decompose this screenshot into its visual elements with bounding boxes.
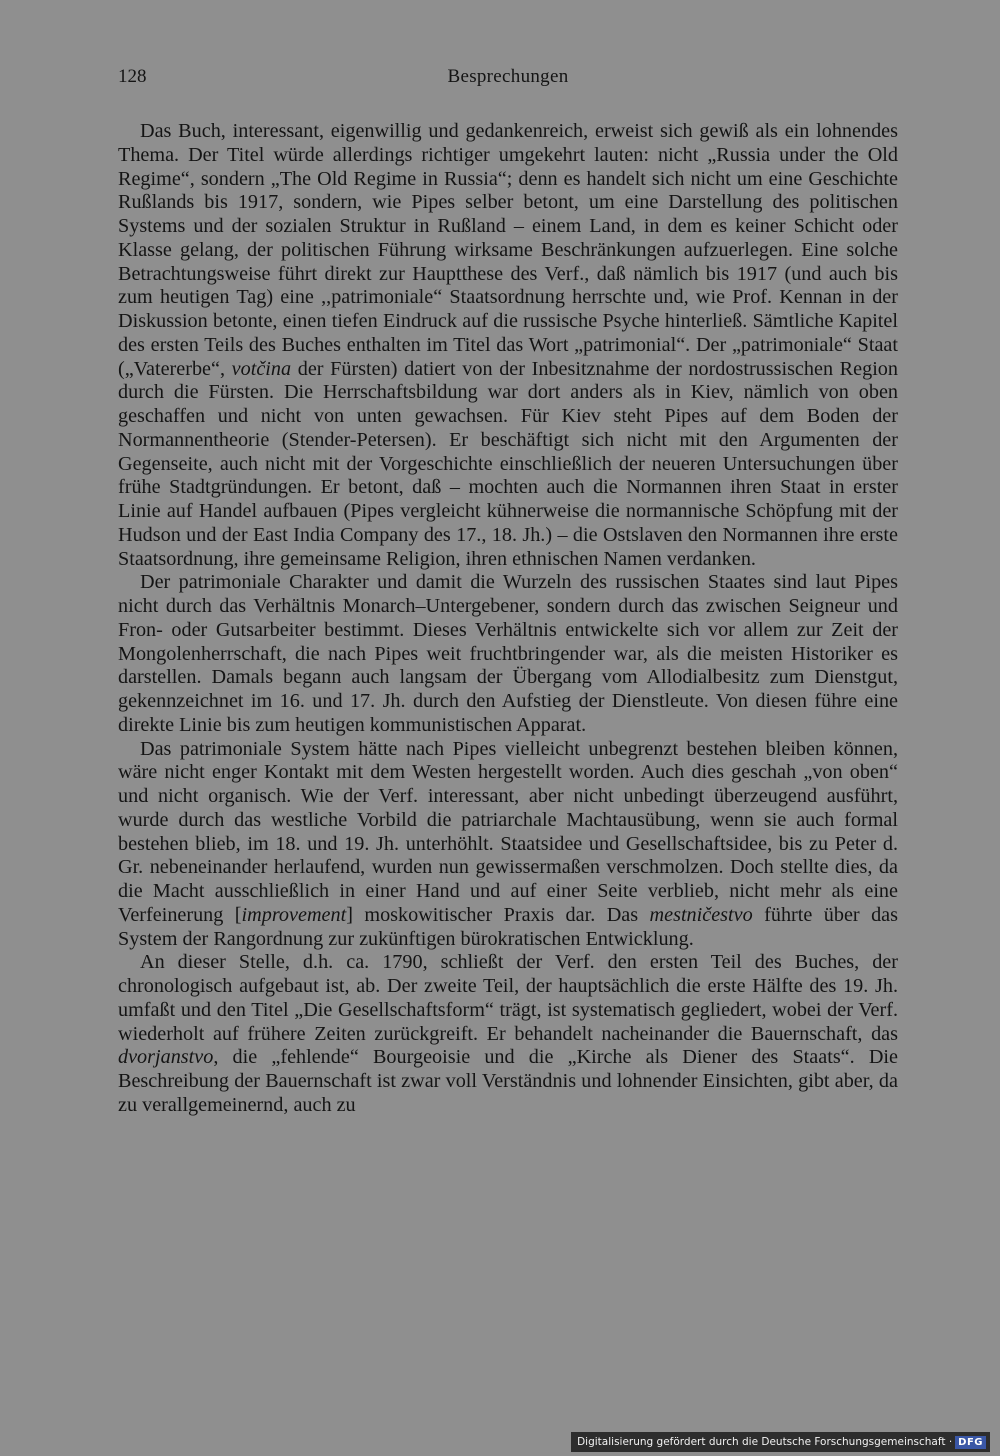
paragraph xyxy=(118,951,898,1117)
text-run: Das Buch, interessant, eigenwillig und gedankenreich, erweist sich gewiß als ein lohnendes Thema. Der Titel würde allerdings richtiger umgekehrt lauten: nicht „Russia under the Old Regime“, sondern „The Old Regime in Russia“; denn es handelt sich nicht um eine Geschichte Rußlands bis 1917, sondern, wie Pipes selber betont, um eine Darstellung des politischen Systems und der sozialen Struktur in Rußland – einem Land, in dem es keiner Schicht oder Klasse gelang, der politischen Führung wirksame Beschränkungen aufzuerlegen. Eine solche Betrachtungsweise führt direkt zur Hauptthese des Verf., daß nämlich bis 1917 (und auch bis zum heutigen Tag) eine ,,patrimoniale“ Staatsordnung herrschte und, wie Prof. Kennan in der Diskussion betonte, einen tiefen Eindruck auf die russische Psyche hinterließ. Sämtliche Kapitel des ersten Teils des Buches enthalten im Titel das Wort „patrimonial“. Der „patrimoniale“ Staat („Vatererbe“, xyxy=(118,120,898,380)
paragraph xyxy=(118,738,898,952)
text-run: An dieser Stelle, d.h. ca. 1790, schließt der Verf. den ersten Teil des Buches, der chronologisch aufgebaut ist, ab. Der zweite Teil, der hauptsächlich die erste Hälfte des 19. Jh. umfaßt und den Titel „Die Gesellschaftsform“ trägt, ist systematisch gegliedert, wobei der Verf. wiederholt auf frühere Zeiten zurückgreift. Er behandelt nacheinander die Bauernschaft, das xyxy=(118,951,898,1045)
italic-term: dvorjanstvo xyxy=(118,1046,214,1069)
article-body xyxy=(118,120,898,1118)
paragraph xyxy=(118,120,898,571)
footer-credit-text: Digitalisierung gefördert durch die Deutsche Forschungsgemeinschaft · xyxy=(577,1436,953,1448)
text-run: , die „fehlende“ Bourgeoisie und die „Kirche als Diener des Staats“. Die Beschreibung der Bauernschaft ist zwar voll Verständnis und lohnender Einsichten, gibt aber, da zu verallgemeinernd, auch zu xyxy=(118,1046,898,1116)
page-number: 128 xyxy=(118,66,147,87)
italic-term: mestničestvo xyxy=(649,903,753,926)
page-header xyxy=(118,66,898,96)
digitization-footer xyxy=(571,1432,990,1452)
text-run: führte über das System der Rangordnung zur zukünftigen bürokratischen Entwicklung. xyxy=(118,903,899,950)
text-run: Der patrimoniale Charakter und damit die Wurzeln des russischen Staates sind laut Pipes nicht durch das Verhältnis Monarch–Untergebener, sondern durch das zwischen Seigneur und Fron- oder Gutsarbeiter bestimmt. Dieses Verhältnis entwickelte sich vor allem zur Zeit der Mongolenherrschaft, die nach Pipes weit fruchtbringender war, als die meisten Historiker es darstellen. Damals begann auch langsam der Übergang vom Allodialbesitz zum Dienstgut, gekennzeichnet im 16. und 17. Jh. durch den Aufstieg der Dienstleute. Von diesen führe eine direkte Linie bis zum heutigen kommunistischen Apparat. xyxy=(118,571,898,736)
text-run: ] moskowitischer Praxis dar. Das xyxy=(346,903,650,926)
italic-term: votčina xyxy=(231,357,292,380)
paragraph xyxy=(118,571,898,737)
text-run: der Fürsten) datiert von der Inbesitznahme der nordostrussischen Region durch die Fürsten. Die Herrschaftsbildung war dort anders als in Kiev, nämlich von oben geschaffen und nicht von unten gewachsen. Für Kiev steht Pipes auf dem Boden der Normannentheorie (Stender-Petersen). Er beschäftigt sich nicht mit den Argumenten der Gegenseite, auch nicht mit der Vorgeschichte einschließlich der neueren Untersuchungen über frühe Stadtgründungen. Er betont, daß – mochten auch die Normannen ihren Staat in erster Linie auf Handel aufbauen (Pipes vergleicht kühnerweise die normannische Schöpfung mit der Hudson und der East India Company des 17., 18. Jh.) – die Ostslaven den Normannen ihre erste Staatsordnung, ihre gemeinsame Religion, ihren ethnischen Namen verdanken. xyxy=(118,357,898,570)
dfg-logo-icon: DFG xyxy=(955,1436,986,1449)
text-run: Das patrimoniale System hätte nach Pipes vielleicht unbegrenzt bestehen bleiben können, wäre nicht enger Kontakt mit dem Westen hergestellt worden. Auch dies geschah „von oben“ und nicht organisch. Wie der Verf. interessant, aber nicht unbedingt überzeugend ausführt, wurde durch das westliche Vorbild die patriarchale Machtausübung, wenn sie auch formal bestehen blieb, im 18. und 19. Jh. unterhöhlt. Staatsidee und Gesellschaftsidee, bis zu Peter d. Gr. nebeneinander herlaufend, wurden nun gewissermaßen verschmolzen. Doch stellte dies, da die Macht ausschließlich in einer Hand und auf einer Seite verblieb, nicht mehr als eine Verfeinerung [ xyxy=(118,737,898,926)
italic-term: improvement xyxy=(241,903,347,926)
running-title: Besprechungen xyxy=(447,66,569,87)
